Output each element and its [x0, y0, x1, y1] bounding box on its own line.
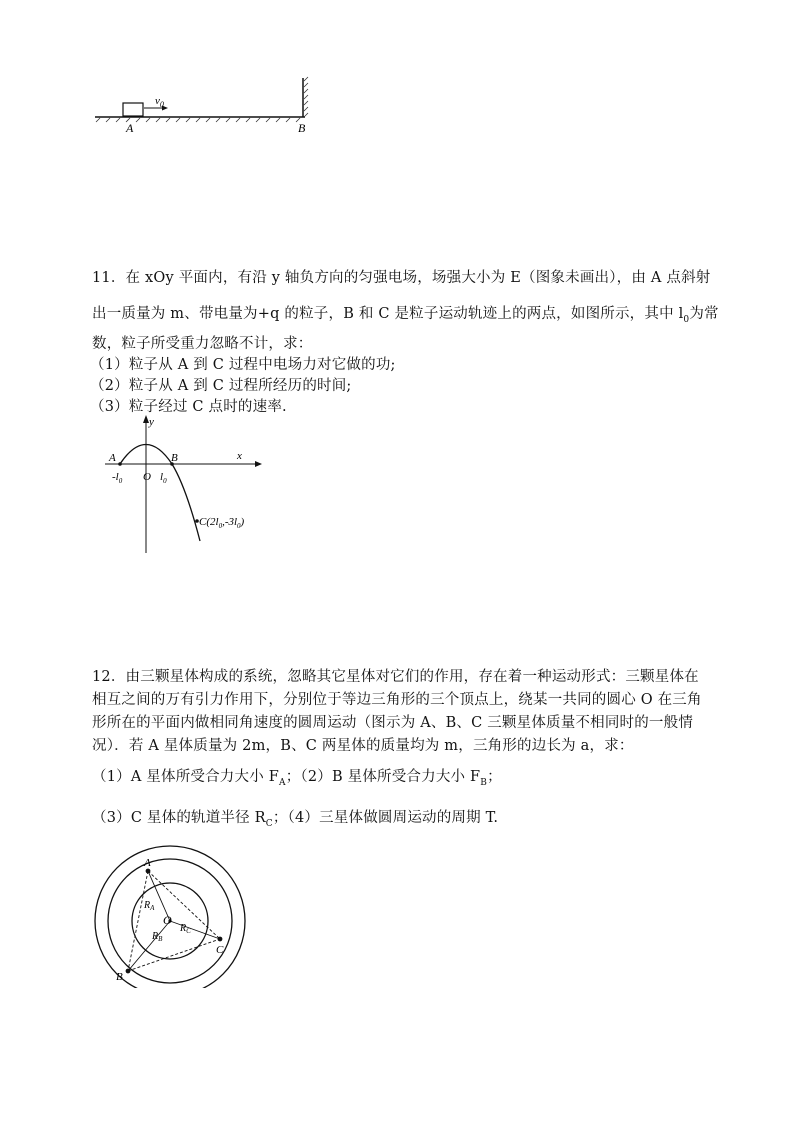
origin-label: O — [143, 471, 151, 483]
q12-parts-end: ； — [487, 769, 502, 785]
q11-line-2-text: 出一质量为 m、带电量为+q 的粒子，B 和 C 是粒子运动轨迹上的两点，如图所示，其中 l — [92, 306, 684, 322]
q11-part-1: （1）粒子从 A 到 C 过程中电场力对它做的功; — [90, 357, 396, 373]
radius-c — [170, 921, 220, 939]
triangle-ab — [128, 871, 148, 971]
radius-c-label: $R_C$ — [180, 923, 191, 935]
q12-line-3: 形所在的平面内做相同角速度的圆周运动（图示为 A、B、C 三颗星体质量不相同时的一般情 — [92, 715, 694, 731]
q11-line-2-end: 为常 — [689, 306, 719, 322]
point-a-label: A — [126, 121, 134, 135]
q11-line-2 — [92, 302, 719, 325]
q12-parts-3-4 — [92, 806, 498, 829]
q12-fa-sub: A — [278, 777, 286, 788]
q12-parts-1-2 — [92, 765, 502, 788]
point-a-label: A — [109, 452, 116, 464]
star-b — [126, 969, 131, 974]
q12-part-1-text: （1）A 星体所受合力大小 F — [92, 769, 279, 785]
center-o-label: O — [163, 913, 172, 927]
wall-hatching — [304, 77, 308, 117]
x-axis-label: x — [237, 450, 242, 462]
star-c-label: C — [216, 944, 224, 956]
q11-part-3: （3）粒子经过 C 点时的速率. — [90, 399, 287, 415]
velocity-label: $v_0$ — [155, 95, 164, 109]
l0-label: $l_0$ — [160, 471, 167, 485]
three-star-figure — [92, 833, 262, 988]
star-a-label: A — [144, 857, 151, 869]
y-axis-label: y — [149, 416, 154, 428]
q12-line-1: 12．由三颗星体构成的系统，忽略其它星体对它们的作用，存在着一种运动形式：三颗星体在 — [92, 669, 699, 685]
trajectory-figure — [100, 413, 280, 558]
radius-b-label: $R_B$ — [152, 931, 163, 943]
q12-part-3-text: （3）C 星体的轨道半径 R — [92, 810, 266, 826]
minus-l0-label: $-l_0$ — [112, 471, 123, 485]
block — [123, 103, 143, 116]
star-b-label: B — [116, 971, 123, 983]
q11-line-1: 11．在 xOy 平面内，有沿 y 轴负方向的匀强电场，场强大小为 E（图象未画出），由 A 点斜射 — [92, 270, 711, 286]
q11-line-2-sub: 0 — [683, 314, 690, 325]
point-b-label: B — [171, 452, 178, 464]
q12-part-4-text: ；（4）三星体做圆周运动的周期 T. — [272, 810, 499, 826]
x-axis-arrow — [255, 461, 262, 467]
block-track-figure — [90, 75, 330, 150]
star-a — [146, 869, 151, 874]
q12-rc-sub: C — [265, 818, 273, 829]
q12-fb-sub: B — [480, 777, 488, 788]
radius-a-label: $R_A$ — [144, 900, 155, 912]
point-a-dot — [118, 462, 122, 466]
q11-part-2: （2）粒子从 A 到 C 过程所经历的时间; — [90, 378, 352, 394]
trajectory-curve — [120, 445, 200, 542]
q11-line-3: 数，粒子所受重力忽略不计，求： — [92, 336, 313, 352]
q12-part-2-text: ；（2）B 星体所受合力大小 F — [285, 769, 481, 785]
point-c-label: $C(2l_0,-3l_0)$ — [199, 516, 245, 530]
q12-line-2: 相互之间的万有引力作用下，分别位于等边三角形的三个顶点上，绕某一共同的圆心 O 在三角 — [92, 692, 702, 708]
point-b-label: B — [298, 121, 306, 135]
q12-line-4: 况）．若 A 星体质量为 2m，B、C 两星体的质量均为 m，三角形的边长为 a，求： — [92, 738, 634, 754]
star-c — [218, 937, 223, 942]
